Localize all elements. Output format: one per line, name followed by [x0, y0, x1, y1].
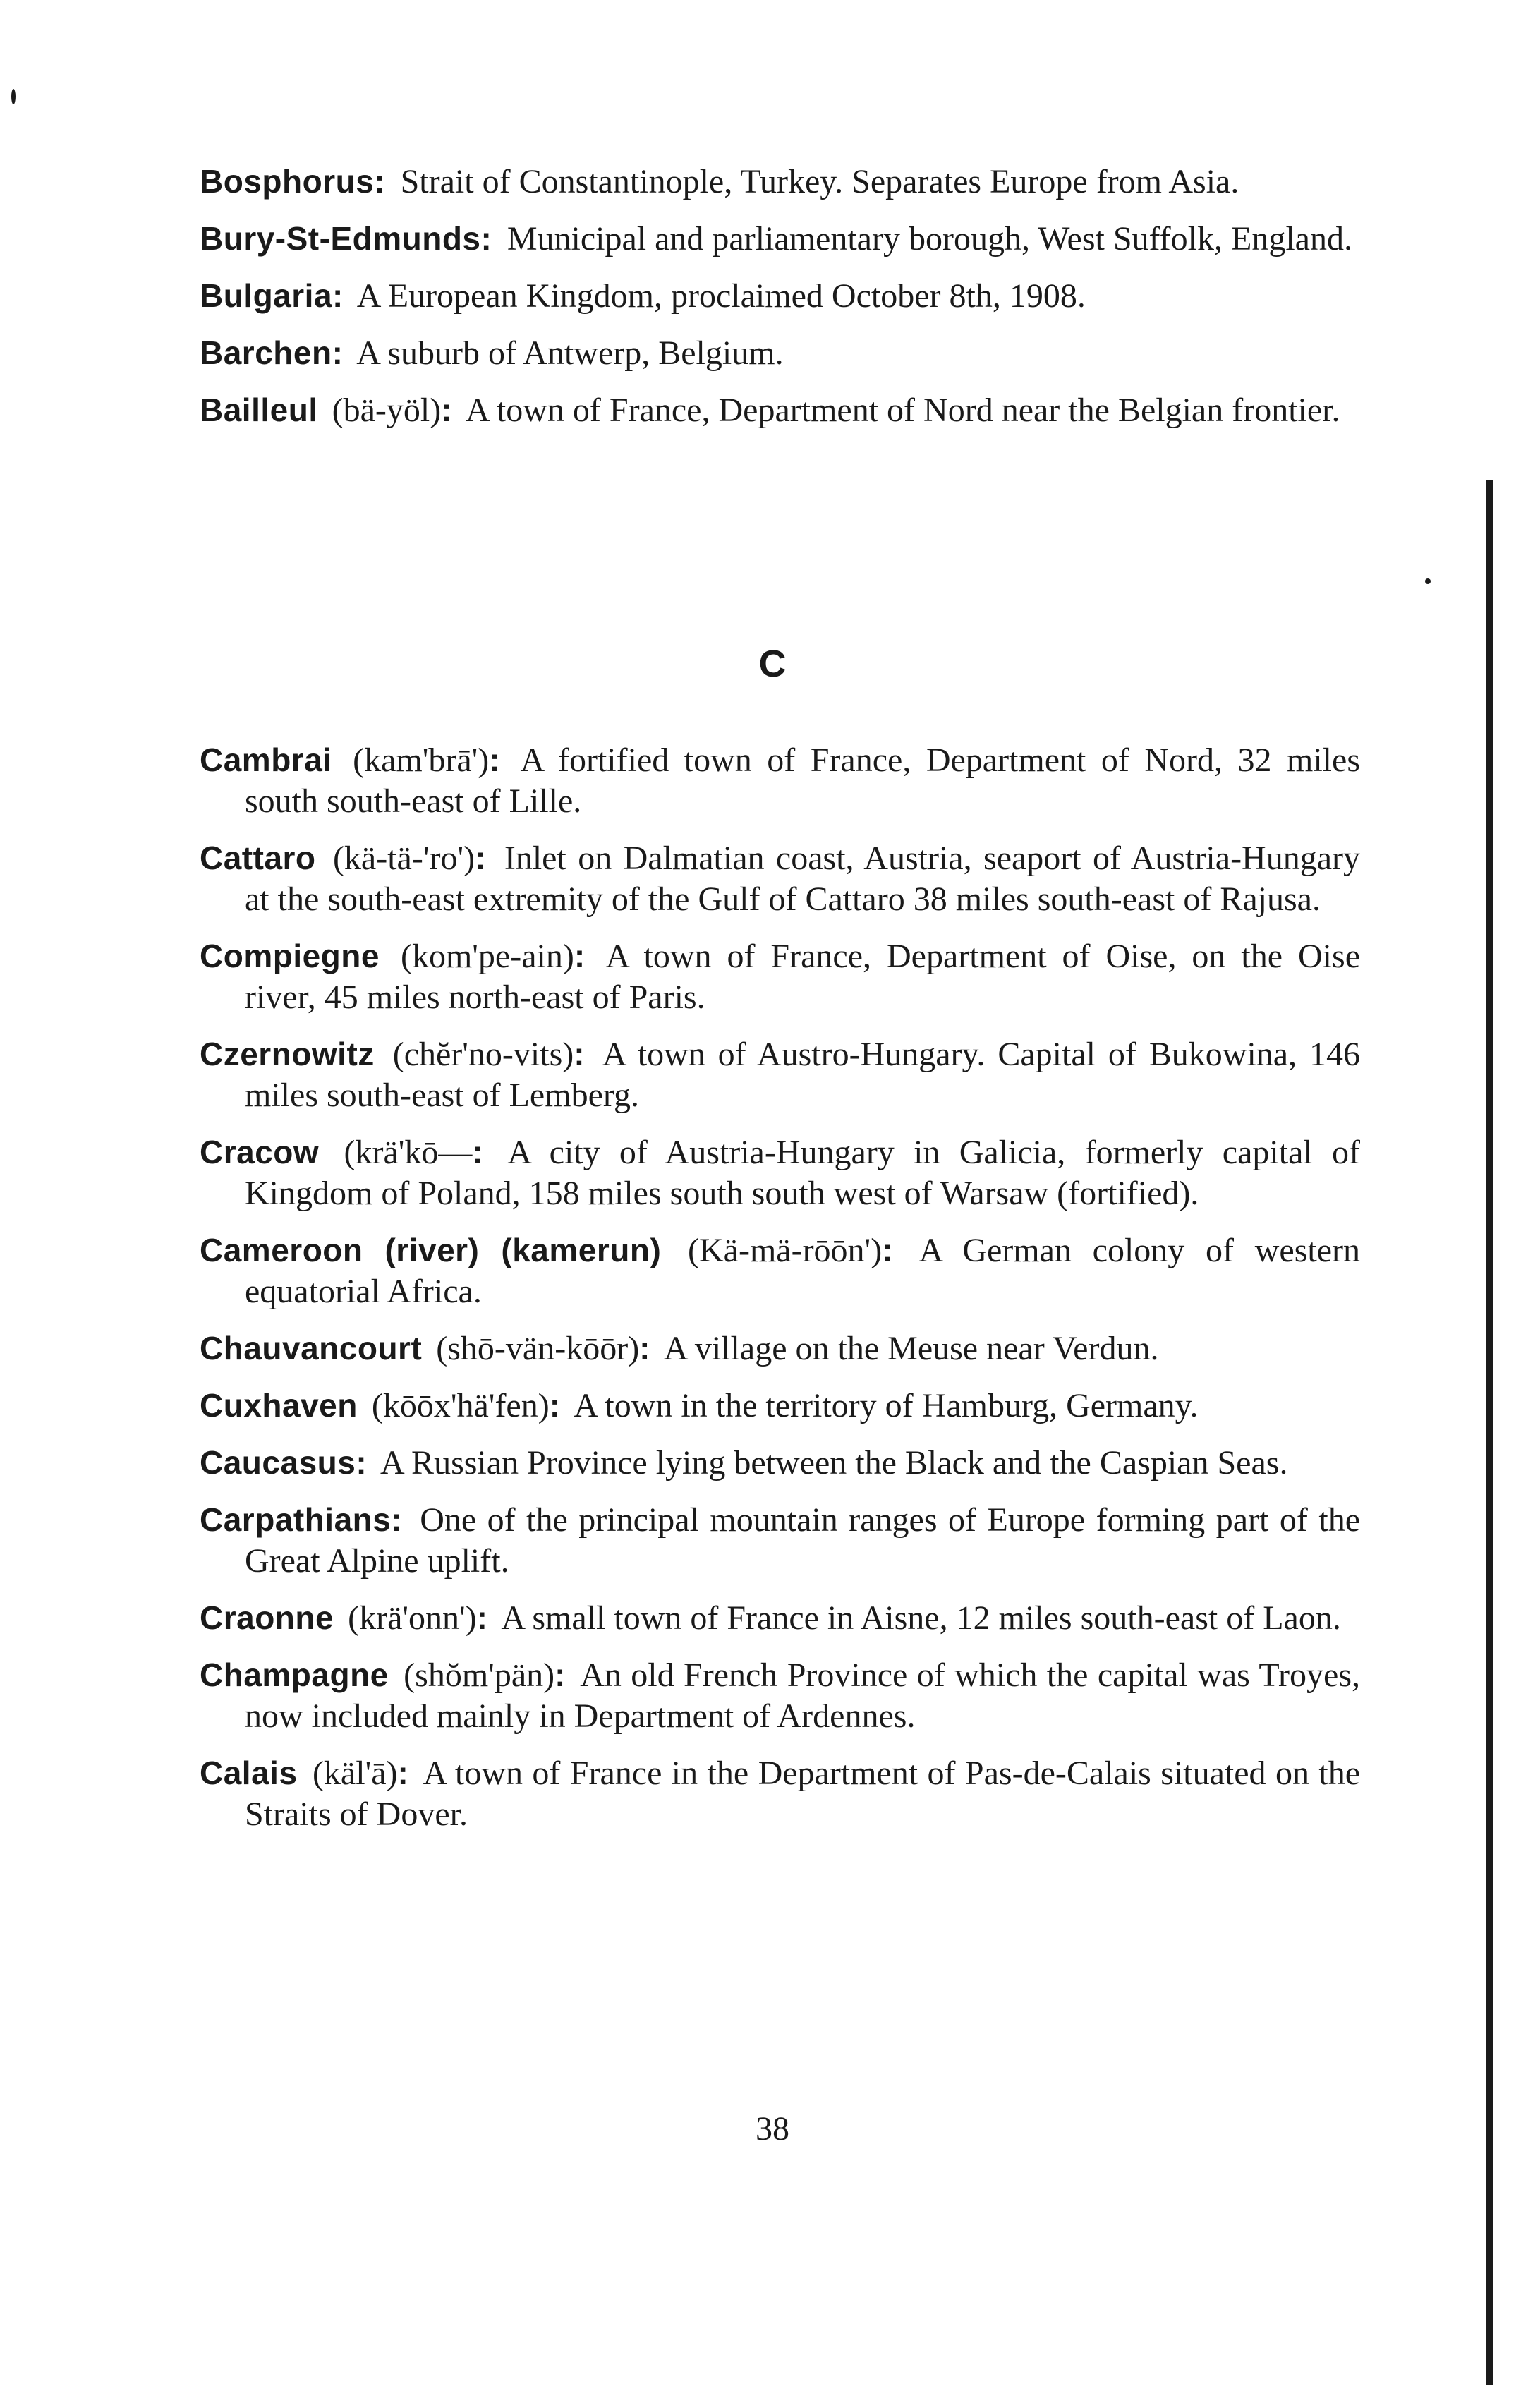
entry-pronunciation: (bä-yöl) — [332, 392, 442, 429]
entry-colon: : — [391, 1501, 402, 1538]
entry-definition: A German colony of western equatorial Africa. — [245, 1232, 1360, 1310]
glossary-entry — [200, 837, 1360, 920]
glossary-entry — [200, 332, 1360, 374]
entry-term: Carpathians — [200, 1501, 392, 1538]
entry-pronunciation: (krä'kō— — [344, 1134, 473, 1171]
entry-definition: A village on the Meuse near Verdun. — [663, 1330, 1159, 1367]
entry-colon: : — [476, 1599, 487, 1636]
entry-pronunciation: (kōōx'hä'fen) — [371, 1387, 550, 1424]
glossary-entry — [200, 1499, 1360, 1582]
entry-colon: : — [549, 1387, 561, 1424]
glossary-entry — [200, 1034, 1360, 1116]
entry-definition: Inlet on Dalmatian coast, Austria, seaport of Austria-Hungary at the south-east extremity of the Gulf of Cattaro 38 miles south-east of Rajusa. — [245, 840, 1361, 918]
entry-colon: : — [332, 277, 344, 314]
entry-term: Cattaro — [200, 840, 316, 876]
entry-colon: : — [574, 938, 586, 974]
entry-definition: A fortified town of France, Department of Nord, 32 miles south south-east of Lille. — [245, 741, 1360, 820]
entry-definition: A small town of France in Aisne, 12 miles south-east of Laon. — [501, 1599, 1341, 1637]
entry-pronunciation: (krä'onn') — [348, 1599, 477, 1637]
entry-term: Barchen — [200, 334, 332, 371]
entry-term: Calais — [200, 1755, 298, 1791]
entry-definition: A Russian Province lying between the Black and the Caspian Seas. — [380, 1444, 1288, 1482]
glossary-entry — [200, 1442, 1360, 1484]
entry-definition: A town of France, Department of Nord near the Belgian frontier. — [465, 392, 1340, 429]
page-number: 38 — [756, 2110, 789, 2147]
entry-colon: : — [639, 1330, 650, 1367]
glossary-entry — [200, 1654, 1360, 1737]
entry-definition: A town of France, Department of Oise, on the Oise river, 45 miles north-east of Paris. — [245, 938, 1361, 1016]
entry-definition: One of the principal mountain ranges of Europe forming part of the Great Alpine uplift. — [245, 1501, 1361, 1580]
entry-colon: : — [472, 1134, 483, 1170]
entry-colon: : — [441, 392, 452, 428]
entry-term: Craonne — [200, 1599, 334, 1636]
glossary-entry — [200, 1752, 1360, 1835]
glossary-entry — [200, 218, 1360, 260]
entry-pronunciation: (shŏm'pän) — [404, 1656, 555, 1694]
entry-pronunciation: (kam'brā') — [353, 741, 490, 779]
page-edge-shadow — [1486, 480, 1493, 2385]
glossary-entry — [200, 275, 1360, 317]
entry-definition: A city of Austria-Hungary in Galicia, formerly capital of Kingdom of Poland, 158 miles south south west of Warsaw (fortified). — [245, 1134, 1360, 1212]
entry-term: Cracow — [200, 1134, 320, 1170]
glossary-entries — [200, 161, 1360, 431]
entry-term: Bury-St-Edmunds — [200, 220, 481, 257]
entry-term: Champagne — [200, 1656, 389, 1693]
entry-colon: : — [332, 334, 343, 371]
glossary-entries-c — [200, 739, 1360, 1835]
entry-colon: : — [574, 1036, 585, 1072]
entry-colon: : — [397, 1755, 408, 1791]
entry-pronunciation: (shō-vän-kōōr) — [436, 1330, 640, 1367]
glossary-entry — [200, 739, 1360, 822]
entry-term: Cambrai — [200, 741, 332, 778]
entry-pronunciation: (käl'ā) — [312, 1755, 398, 1792]
entry-pronunciation: (kä-tä-'ro') — [332, 840, 475, 877]
entry-definition: A suburb of Antwerp, Belgium. — [356, 334, 784, 372]
glossary-entry — [200, 935, 1360, 1018]
entry-term: Bailleul — [200, 392, 318, 428]
entry-term: Cameroon (river) (kamerun) — [200, 1232, 662, 1268]
entry-definition: Municipal and parliamentary borough, West Suffolk, England. — [507, 220, 1352, 258]
entry-colon: : — [554, 1656, 566, 1693]
glossary-entry — [200, 389, 1360, 431]
entry-definition: A town in the territory of Hamburg, Germany. — [574, 1387, 1199, 1424]
entry-term: Chauvancourt — [200, 1330, 423, 1367]
entry-term: Czernowitz — [200, 1036, 375, 1072]
entry-term: Bulgaria — [200, 277, 333, 314]
scan-speck — [11, 89, 16, 104]
entry-term: Bosphorus — [200, 163, 375, 200]
entry-colon: : — [480, 220, 492, 257]
glossary-entry — [200, 1328, 1360, 1369]
entry-pronunciation: (kom'pe-ain) — [400, 938, 574, 975]
glossary-entry — [200, 161, 1360, 202]
entry-definition: Strait of Constantinople, Turkey. Separates Europe from Asia. — [400, 163, 1239, 200]
entry-term: Cuxhaven — [200, 1387, 358, 1424]
entry-colon: : — [475, 840, 486, 876]
entry-colon: : — [489, 741, 500, 778]
glossary-entry — [200, 1385, 1360, 1426]
glossary-entry — [200, 1597, 1360, 1639]
section-heading: C — [758, 643, 787, 685]
entry-term: Caucasus — [200, 1444, 356, 1481]
entry-pronunciation: (Kä-mä-rōōn') — [688, 1232, 883, 1269]
entry-pronunciation: (chĕr'no-vits) — [392, 1036, 574, 1073]
glossary-entry — [200, 1132, 1360, 1214]
entry-colon: : — [374, 163, 385, 200]
glossary-entry — [200, 1230, 1360, 1312]
entry-definition: A European Kingdom, proclaimed October 8th, 1908. — [356, 277, 1086, 315]
entry-colon: : — [882, 1232, 893, 1268]
entry-term: Compiegne — [200, 938, 380, 974]
entry-definition: An old French Province of which the capital was Troyes, now included mainly in Department of Ardennes. — [245, 1656, 1360, 1735]
scan-speck — [1425, 578, 1431, 584]
entry-definition: A town of France in the Department of Pas-de-Calais situated on the Straits of Dover. — [245, 1755, 1361, 1833]
entry-definition: A town of Austro-Hungary. Capital of Bukowina, 146 miles south-east of Lemberg. — [245, 1036, 1360, 1114]
entry-colon: : — [356, 1444, 367, 1481]
